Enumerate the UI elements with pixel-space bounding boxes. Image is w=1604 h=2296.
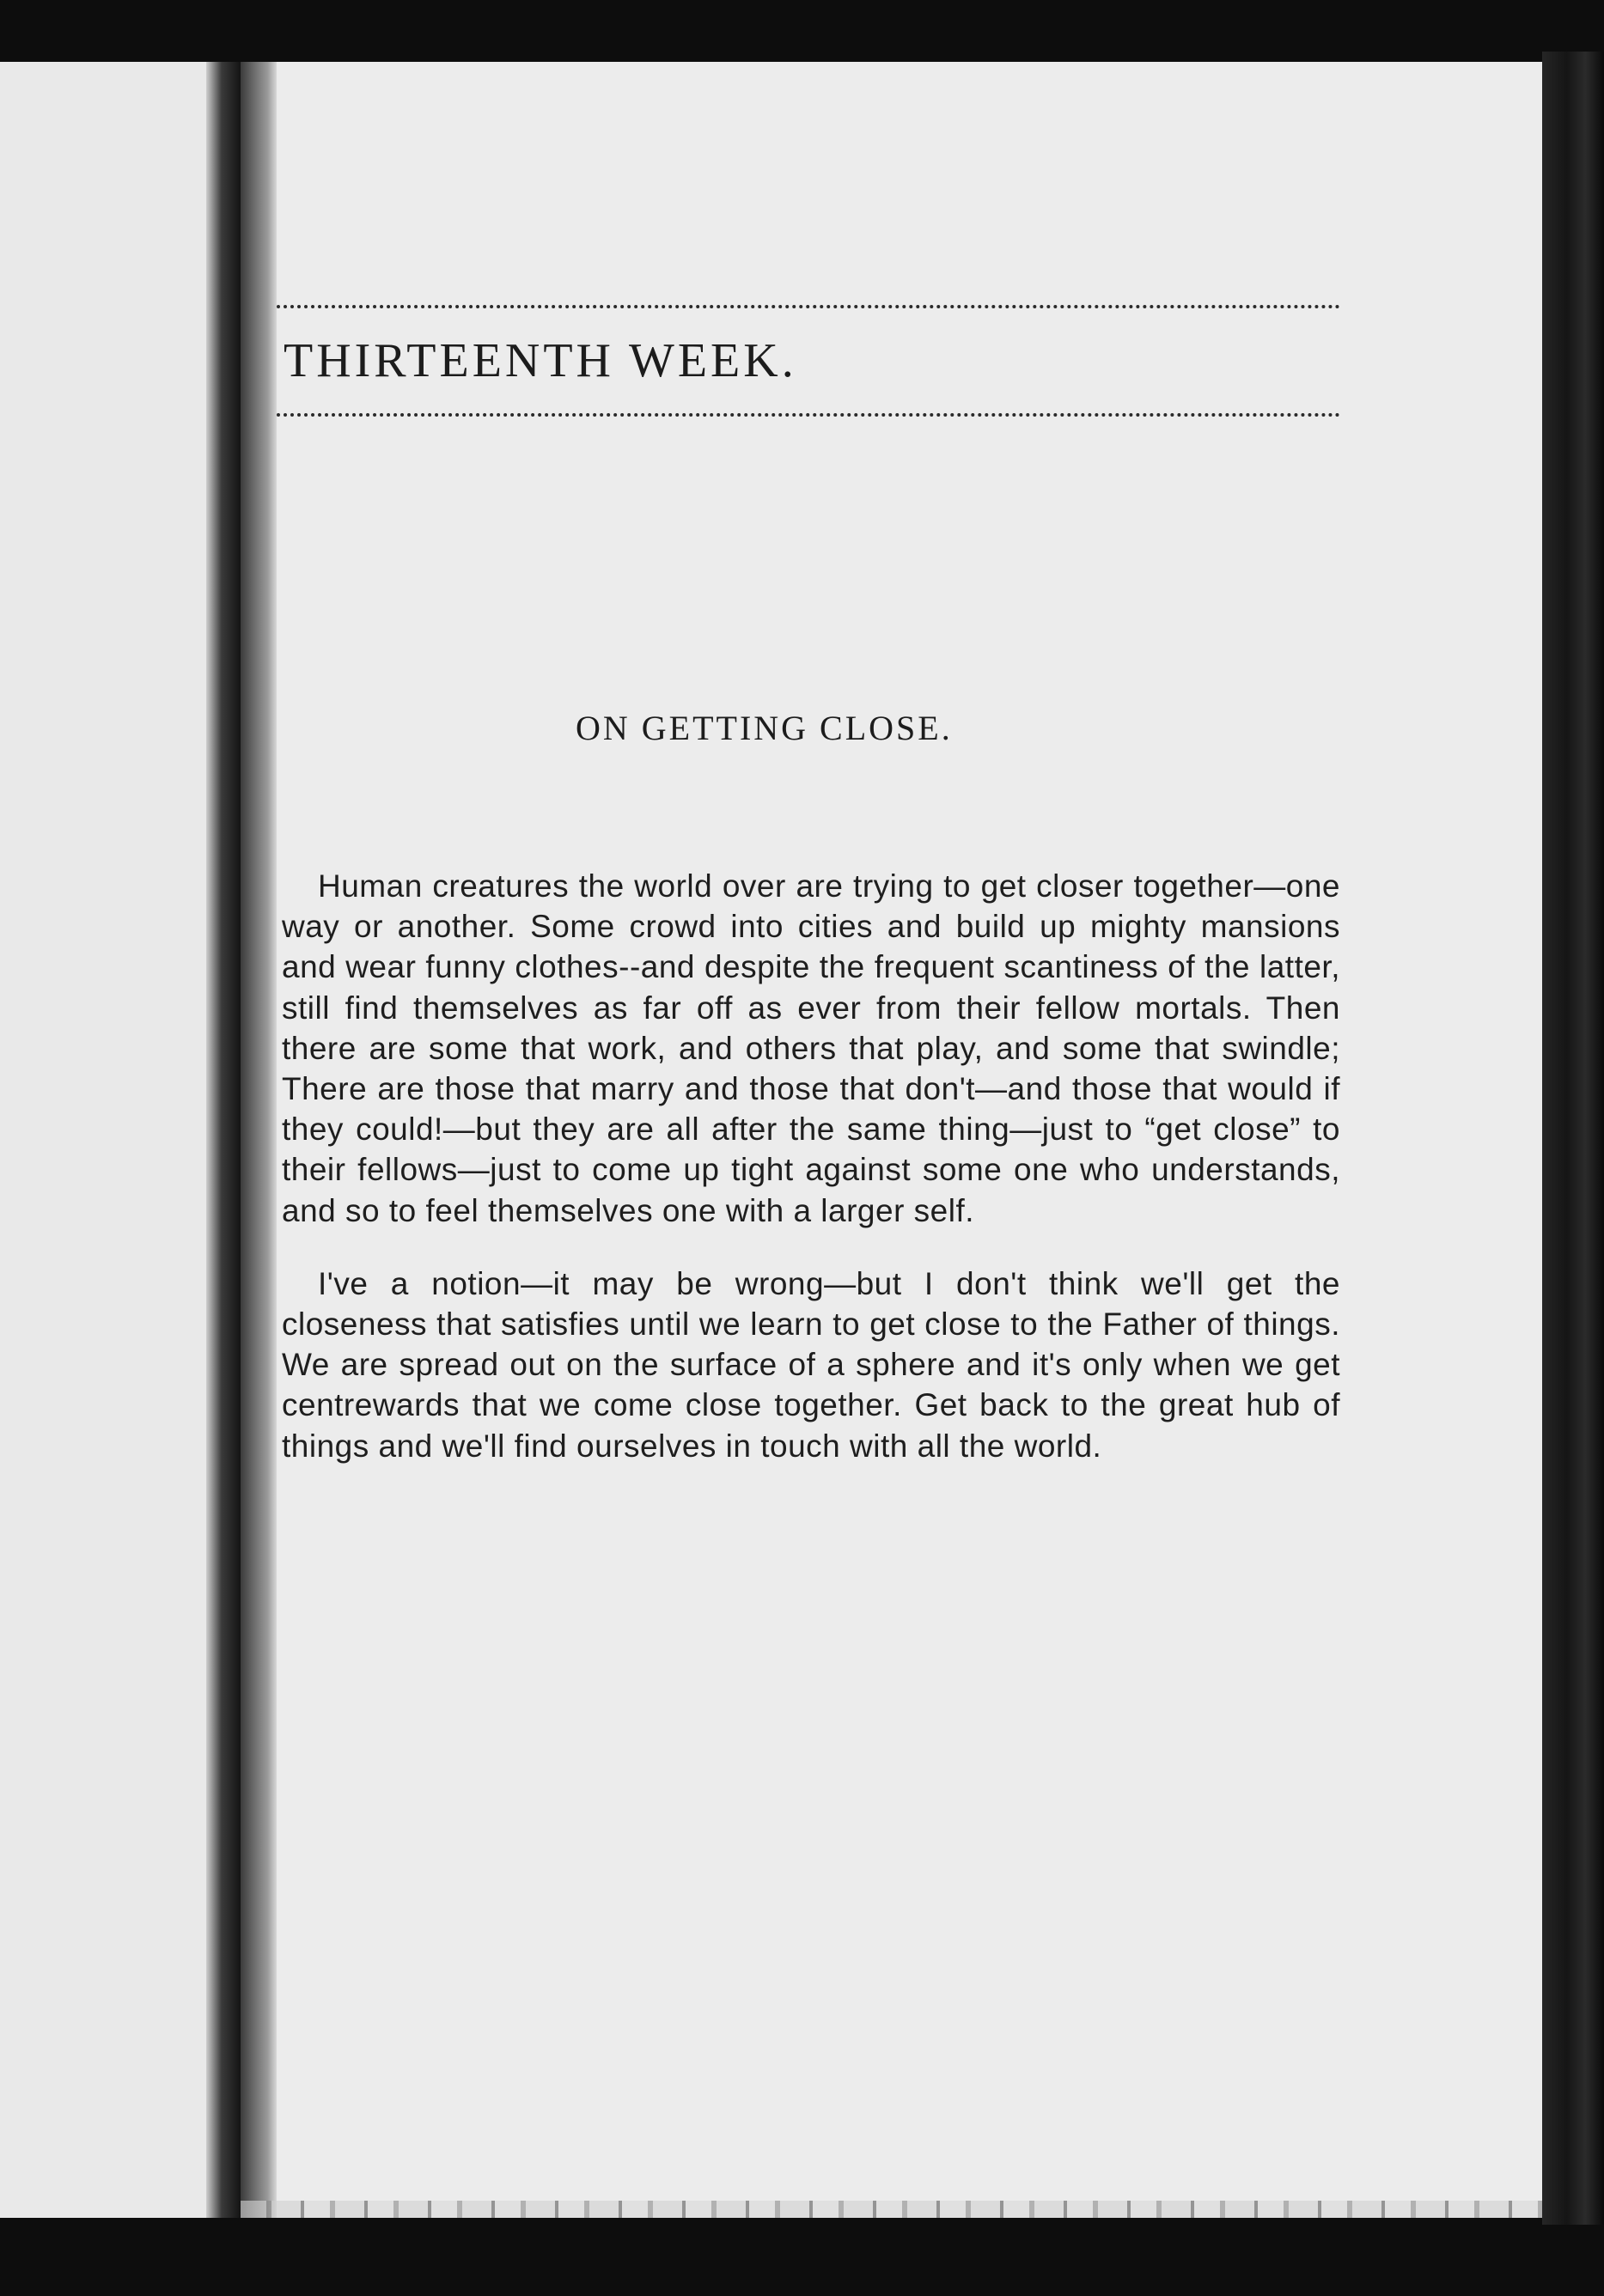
paragraph-1: Human creatures the world over are trying to get closer together—one way or another. Some crowd into cities and build up mighty mansions and wear funny clothes--and despite the frequent scantiness of the latter, still find themselves as far off as ever from their fellow mortals. Then there are some that work, and others that play, and some that swindle; There are those that marry and those that don't—and those that would if they could!—but they are all after the same thing—just to “get close” to their fellows—just to come up tight against some one who understands, and so to feel themselves one with a larger self.	[282, 868, 1340, 1228]
chapter-title: ON GETTING CLOSE.	[576, 709, 953, 747]
bottom-rule	[277, 413, 1340, 417]
week-title: THIRTEENTH WEEK.	[284, 334, 797, 387]
body-text	[282, 866, 1340, 1466]
gutter-shadow	[206, 62, 241, 2218]
page-stack-edge	[1542, 52, 1604, 2225]
facing-page	[0, 62, 215, 2218]
page-bottom-edge	[241, 2201, 1542, 2218]
page-binding-edge	[241, 62, 277, 2218]
paragraph-2: I've a notion—it may be wrong—but I don't think we'll get the closeness that satisfies until we learn to get close to the Father of things. We are spread out on the surface of a sphere and it's only when we get centrewards that we come close together. Get back to the great hub of things and we'll find ourselves in touch with all the world.	[282, 1265, 1340, 1464]
top-rule	[277, 305, 1340, 308]
book-page	[241, 62, 1542, 2218]
